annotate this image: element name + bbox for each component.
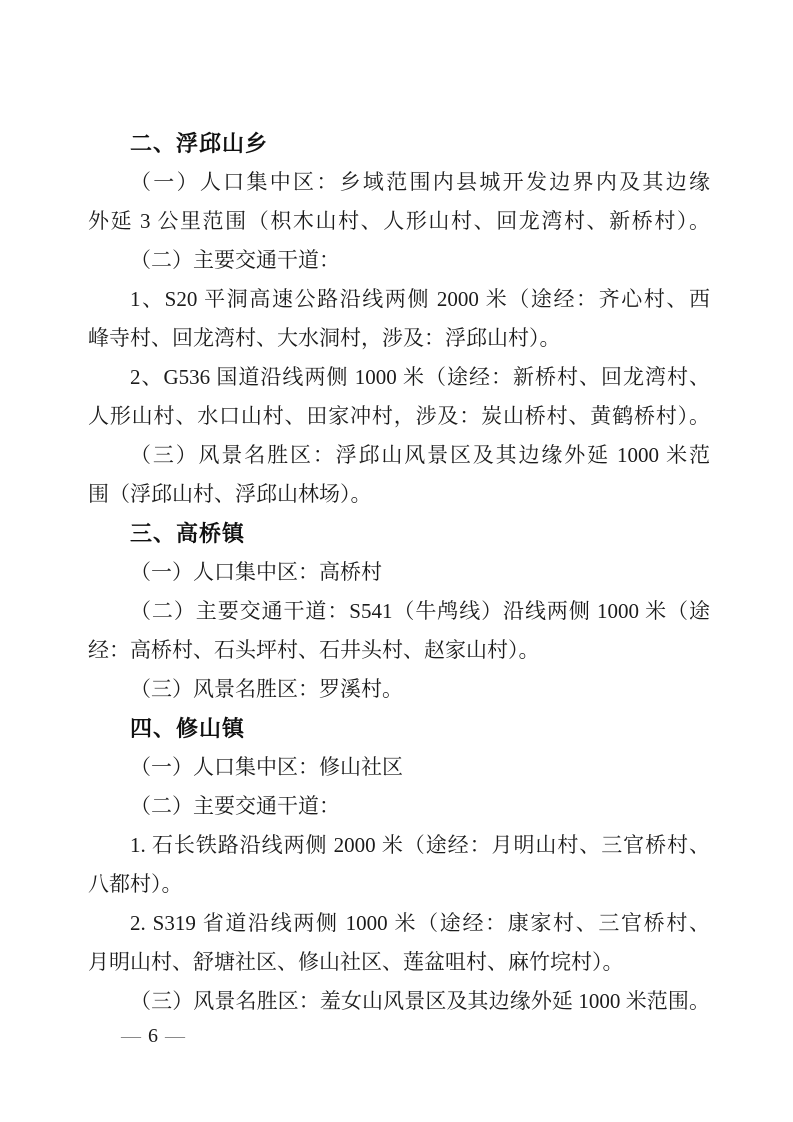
document-body [88, 124, 710, 1021]
text-line: 1、S20 平洞高速公路沿线两侧 2000 米（途经：齐心村、西 [130, 287, 710, 311]
page-number [121, 1024, 185, 1048]
text-line: （二）主要交通干道：S541（牛鸬线）沿线两侧 1000 米（途 [130, 599, 710, 623]
section-heading: 四、修山镇 [130, 716, 246, 741]
section-heading: 二、浮邱山乡 [130, 131, 269, 156]
page-number-value: 6 [148, 1025, 158, 1047]
text-line: 峰寺村、回龙湾村、大水洞村，涉及：浮邱山村）。 [88, 326, 561, 350]
text-line: 1. 石长铁路沿线两侧 2000 米（途经：月明山村、三官桥村、 [130, 833, 710, 857]
section-heading: 三、高桥镇 [130, 521, 246, 546]
text-line: 2. S319 省道沿线两侧 1000 米（途经：康家村、三官桥村、 [130, 911, 710, 935]
text-line: （三）风景名胜区：羞女山风景区及其边缘外延 1000 米范围。 [130, 989, 710, 1013]
text-line: 人形山村、水口山村、田家冲村，涉及：炭山桥村、黄鹤桥村）。 [88, 404, 710, 428]
text-line: （三）风景名胜区：浮邱山风景区及其边缘外延 1000 米范 [130, 443, 710, 467]
text-line: 八都村）。 [88, 872, 183, 896]
page-number-dash-right: — [165, 1025, 185, 1047]
text-line: （一）人口集中区：高桥村 [130, 560, 382, 584]
page-number-dash-left: — [121, 1025, 141, 1047]
text-line: 外延 3 公里范围（枳木山村、人形山村、回龙湾村、新桥村）。 [88, 209, 710, 233]
text-line: 月明山村、舒塘社区、修山社区、莲盆咀村、麻竹垸村）。 [88, 950, 624, 974]
text-line: （二）主要交通干道： [130, 794, 340, 818]
text-line: 2、G536 国道沿线两侧 1000 米（途经：新桥村、回龙湾村、 [130, 365, 710, 389]
text-line: 经：高桥村、石头坪村、石井头村、赵家山村）。 [88, 638, 540, 662]
text-line: 围（浮邱山村、浮邱山林场）。 [88, 482, 372, 506]
text-line: （二）主要交通干道： [130, 248, 340, 272]
text-line: （一）人口集中区：修山社区 [130, 755, 403, 779]
text-line: （一）人口集中区：乡域范围内县城开发边界内及其边缘 [130, 170, 710, 194]
text-line: （三）风景名胜区：罗溪村。 [130, 677, 403, 701]
